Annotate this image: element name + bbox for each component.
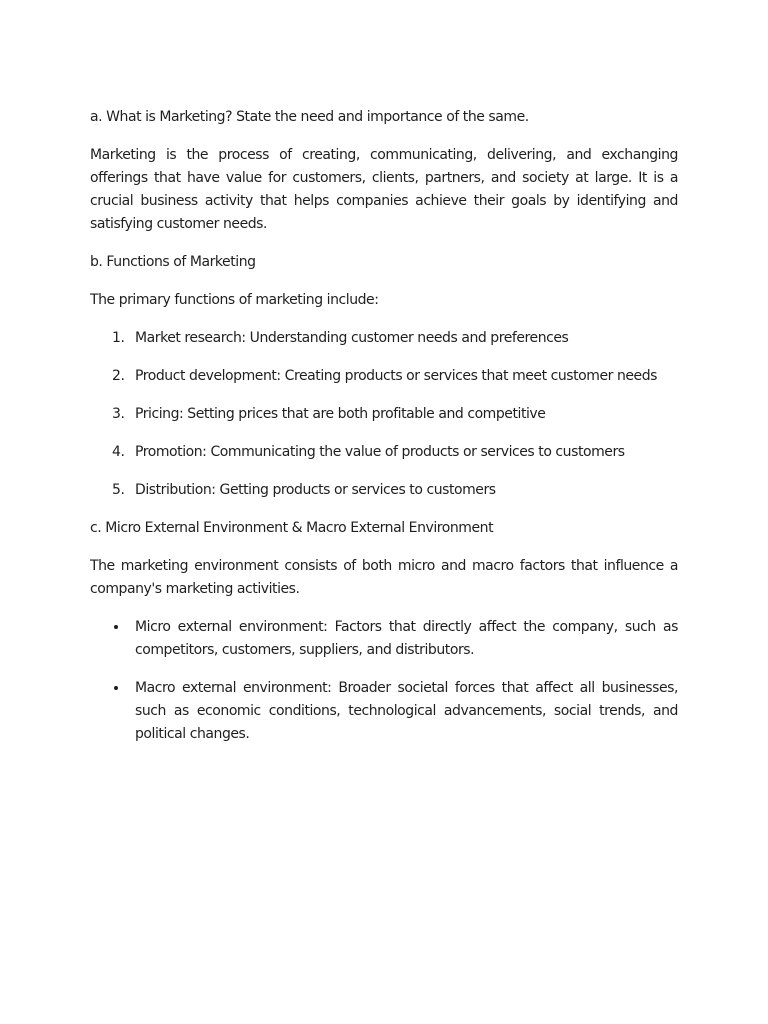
list-item-text: Micro external environment: Factors that directly affect the company, such as competitors, customers, suppliers, and distributors. (135, 619, 678, 658)
environment-list (90, 616, 678, 746)
section-c-paragraph: The marketing environment consists of both micro and macro factors that influence a company's marketing activities. (90, 558, 678, 597)
list-item-text: Distribution: Getting products or services to customers (135, 482, 496, 498)
section-a-paragraph: Marketing is the process of creating, communicating, delivering, and exchanging offerings that have value for customers, clients, partners, and society at large. It is a crucial business activity that helps companies achieve their goals by identifying and satisfying customer needs. (90, 147, 678, 232)
list-item-text: Pricing: Setting prices that are both profitable and competitive (135, 406, 546, 422)
list-number: 2. (112, 368, 125, 384)
bullet-icon (114, 686, 118, 690)
section-b-heading: b. Functions of Marketing (90, 254, 256, 270)
functions-list (90, 327, 678, 502)
bullet-icon (114, 625, 118, 629)
list-item (90, 441, 678, 464)
list-number: 3. (112, 406, 125, 422)
list-item (90, 327, 678, 350)
list-number: 5. (112, 482, 125, 498)
list-item-text: Market research: Understanding customer needs and preferences (135, 330, 569, 346)
list-item-text: Product development: Creating products or services that meet customer needs (135, 368, 657, 384)
list-number: 4. (112, 444, 125, 460)
list-number: 1. (112, 330, 125, 346)
list-item (90, 677, 678, 746)
list-item-text: Promotion: Communicating the value of products or services to customers (135, 444, 625, 460)
section-c-heading: c. Micro External Environment & Macro External Environment (90, 520, 494, 536)
list-item (90, 616, 678, 662)
section-b-intro: The primary functions of marketing include: (90, 292, 379, 308)
list-item (90, 479, 678, 502)
list-item-text: Macro external environment: Broader societal forces that affect all businesses, such as economic conditions, technological advancements, social trends, and political changes. (135, 680, 678, 742)
list-item (90, 403, 678, 426)
section-a-heading: a. What is Marketing? State the need and importance of the same. (90, 109, 529, 125)
document-page (90, 106, 678, 761)
list-item (90, 365, 678, 388)
